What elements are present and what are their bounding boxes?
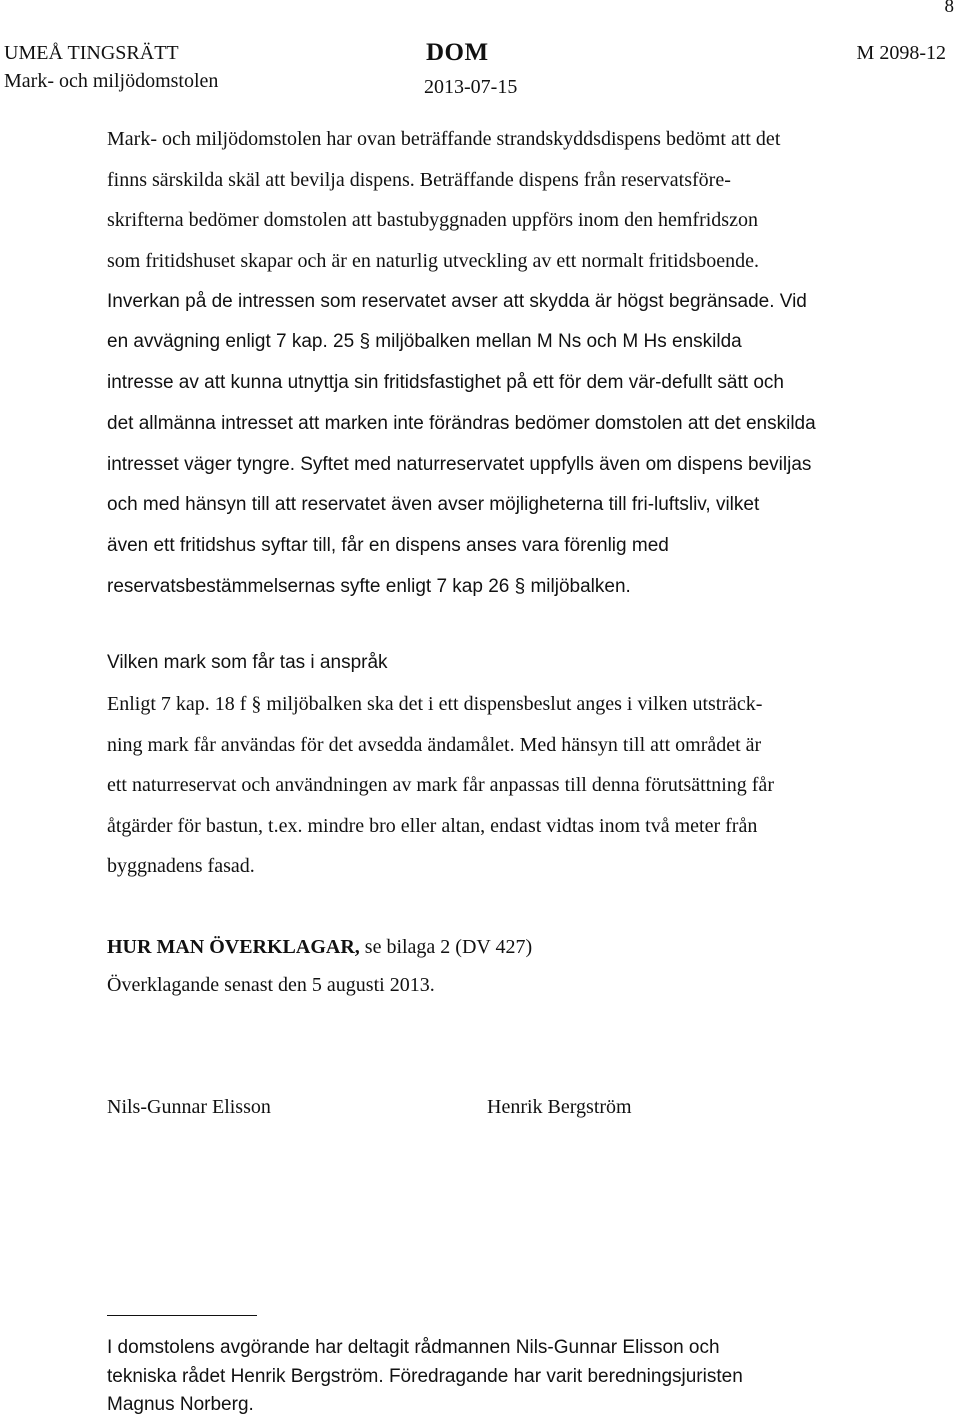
paragraph-line: intresse av att kunna utnyttja sin fritidsfastighet på ett för dem vär-defullt sätt och	[107, 372, 784, 394]
paragraph-line: Enligt 7 kap. 18 f § miljöbalken ska det i ett dispensbeslut anges i vilken utsträck-	[107, 693, 763, 715]
appeal-section	[107, 928, 907, 1004]
signature-name: Henrik Bergström	[487, 1096, 632, 1118]
court-department: Mark- och miljödomstolen	[4, 70, 219, 92]
page-number: 8	[944, 0, 954, 17]
paragraph-line: ning mark får användas för det avsedda ändamålet. Med hänsyn till att området är	[107, 733, 762, 756]
paragraph-line: intresset väger tyngre. Syftet med naturreservatet uppfylls även om dispens beviljas	[107, 453, 812, 475]
signature-name: Nils-Gunnar Elisson	[107, 1096, 271, 1118]
paragraph-line: en avvägning enligt 7 kap. 25 § miljöbalken mellan M Ns och M Hs enskilda	[107, 331, 742, 353]
appeal-heading-rest: se bilaga 2 (DV 427)	[359, 936, 533, 958]
paragraph-line: finns särskilda skäl att bevilja dispens. Beträffande dispens från reservatsföre-	[107, 168, 731, 191]
paragraph-line: skrifterna bedömer domstolen att bastubyggnaden uppförs inom den hemfridszon	[107, 209, 758, 232]
reasoning-paragraph	[107, 119, 907, 607]
paragraph-line: det allmänna intresset att marken inte förändras bedömer domstolen att det enskilda	[107, 412, 816, 434]
appeal-deadline: Överklagande senast den 5 augusti 2013.	[107, 974, 435, 996]
appeal-heading-bold: HUR MAN ÖVERKLAGAR,	[107, 936, 360, 958]
footnote-line: tekniska rådet Henrik Bergström. Föredragande har varit beredningsjuristen	[107, 1365, 743, 1387]
paragraph-line: byggnadens fasad.	[107, 855, 255, 878]
footnote-line: I domstolens avgörande har deltagit rådmannen Nils-Gunnar Elisson och	[107, 1337, 720, 1358]
paragraph-line: reservatsbestämmelsernas syfte enligt 7 kap 26 § miljöbalken.	[107, 575, 631, 597]
document-date: 2013-07-15	[424, 76, 518, 98]
paragraph-line: även ett fritidshus syftar till, får en dispens anses vara förenlig med	[107, 534, 669, 556]
paragraph-line: åtgärder för bastun, t.ex. mindre bro eller altan, endast vidtas inom två meter från	[107, 814, 758, 837]
appeal-heading	[107, 928, 907, 966]
paragraph-line: Inverkan på de intressen som reservatet avser att skydda är högst begränsade. Vid	[107, 290, 807, 312]
footnote-line: Magnus Norberg.	[107, 1394, 254, 1415]
court-name: UMEÅ TINGSRÄTT	[4, 42, 179, 64]
paragraph-line: och med hänsyn till att reservatet även avser möjligheterna till fri-luftsliv, vilket	[107, 494, 760, 516]
document-type: DOM	[426, 39, 489, 66]
footnote-divider	[107, 1315, 257, 1316]
case-number: M 2098-12	[856, 42, 946, 64]
land-use-paragraph	[107, 684, 907, 887]
paragraph-line: Mark- och miljödomstolen har ovan beträffande strandskyddsdispens bedömt att det	[107, 128, 781, 150]
section-heading: Vilken mark som får tas i anspråk	[107, 652, 388, 673]
footnote	[107, 1334, 907, 1420]
paragraph-line: som fritidshuset skapar och är en naturlig utveckling av ett normalt fritidsboende.	[107, 250, 760, 273]
paragraph-line: ett naturreservat och användningen av mark får anpassas till denna förutsättning får	[107, 774, 774, 797]
